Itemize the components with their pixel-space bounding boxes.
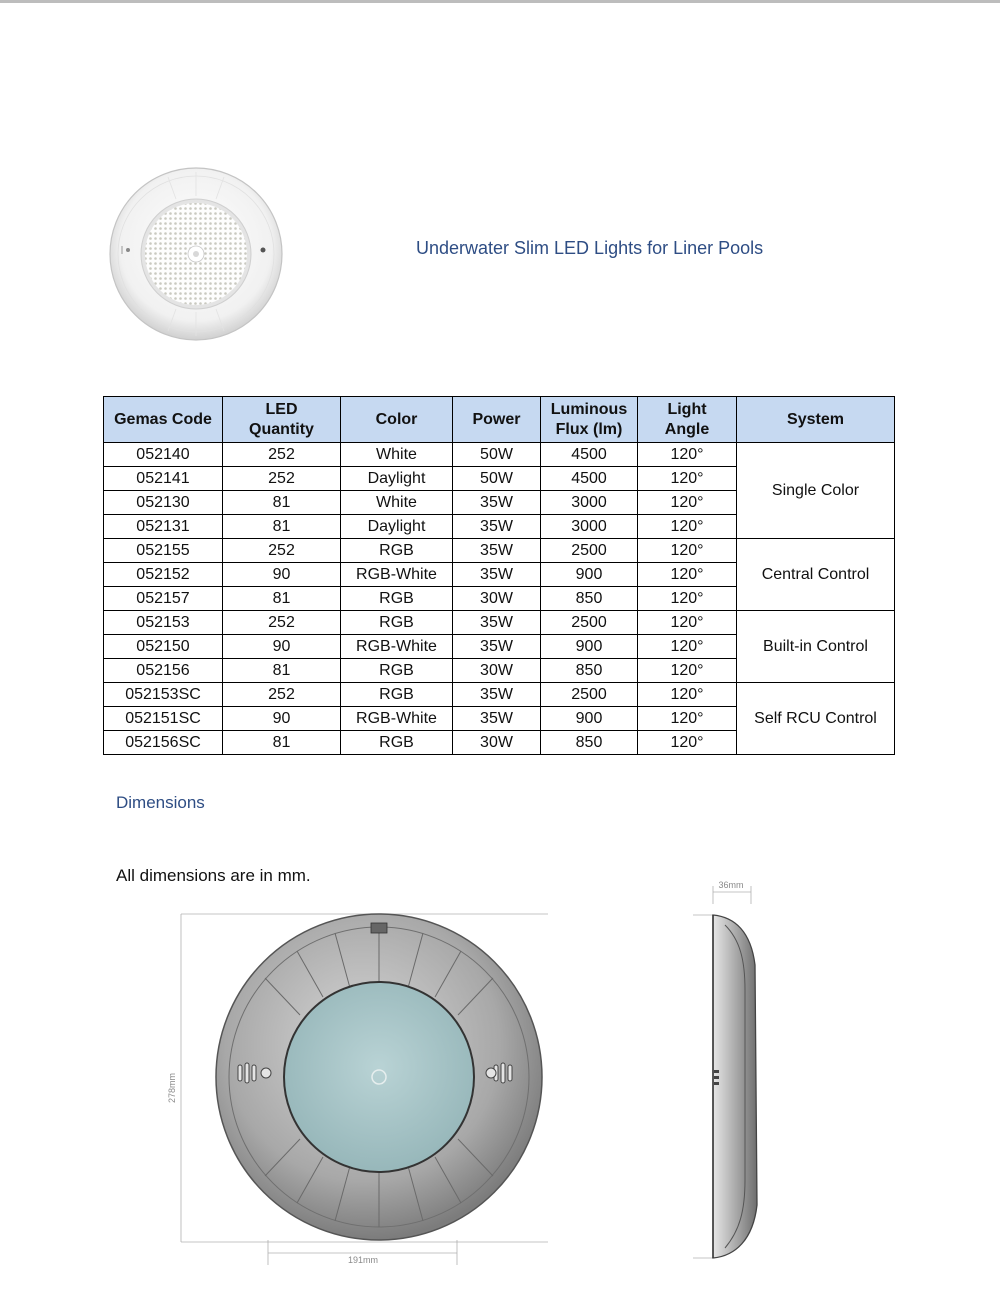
- cell-color: White: [341, 491, 453, 515]
- cell-color: White: [341, 443, 453, 467]
- cell-led: 81: [223, 587, 341, 611]
- cell-code: 052153: [104, 611, 223, 635]
- dimensions-note: All dimensions are in mm.: [116, 866, 311, 885]
- cell-angle: 120°: [638, 515, 737, 539]
- cell-angle: 120°: [638, 707, 737, 731]
- cell-code: 052140: [104, 443, 223, 467]
- table-row: [104, 539, 895, 563]
- cell-code: 052130: [104, 491, 223, 515]
- cell-power: 35W: [453, 635, 541, 659]
- cell-power: 35W: [453, 611, 541, 635]
- table-header-row: [104, 397, 895, 443]
- cell-color: RGB-White: [341, 563, 453, 587]
- cell-led: 90: [223, 635, 341, 659]
- cell-angle: 120°: [638, 467, 737, 491]
- side-view-drawing: [685, 870, 775, 1270]
- cell-led: 90: [223, 707, 341, 731]
- cell-angle: 120°: [638, 683, 737, 707]
- cell-power: 35W: [453, 683, 541, 707]
- cell-angle: 120°: [638, 611, 737, 635]
- cell-led: 81: [223, 515, 341, 539]
- cell-angle: 120°: [638, 659, 737, 683]
- cell-flux: 850: [541, 659, 638, 683]
- cell-power: 35W: [453, 515, 541, 539]
- cell-flux: 900: [541, 707, 638, 731]
- header-light-angle: Light Angle: [638, 397, 737, 443]
- system-cell-single-color: Single Color: [737, 443, 895, 539]
- cell-angle: 120°: [638, 635, 737, 659]
- header-color: Color: [341, 397, 453, 443]
- cell-color: RGB-White: [341, 635, 453, 659]
- cell-led: 90: [223, 563, 341, 587]
- cell-power: 35W: [453, 707, 541, 731]
- cell-code: 052151SC: [104, 707, 223, 731]
- cell-led: 81: [223, 659, 341, 683]
- cell-flux: 3000: [541, 491, 638, 515]
- header-led-quantity: LED Quantity: [223, 397, 341, 443]
- cell-flux: 850: [541, 731, 638, 755]
- cell-power: 30W: [453, 731, 541, 755]
- cell-power: 35W: [453, 539, 541, 563]
- cell-flux: 850: [541, 587, 638, 611]
- cell-power: 35W: [453, 491, 541, 515]
- header-gemas-code: Gemas Code: [104, 397, 223, 443]
- cell-angle: 120°: [638, 731, 737, 755]
- cell-color: Daylight: [341, 515, 453, 539]
- cell-code: 052155: [104, 539, 223, 563]
- cell-led: 81: [223, 491, 341, 515]
- cell-color: RGB: [341, 587, 453, 611]
- spec-table: [103, 396, 895, 755]
- table-row: [104, 611, 895, 635]
- cell-angle: 120°: [638, 443, 737, 467]
- table-row: [104, 683, 895, 707]
- cell-led: 252: [223, 683, 341, 707]
- header-power: Power: [453, 397, 541, 443]
- cell-led: 252: [223, 539, 341, 563]
- system-cell-central-control: Central Control: [737, 539, 895, 611]
- document-title: Underwater Slim LED Lights for Liner Pools: [416, 238, 764, 258]
- cell-flux: 2500: [541, 611, 638, 635]
- cell-flux: 2500: [541, 539, 638, 563]
- system-cell-built-in-control: Built-in Control: [737, 611, 895, 683]
- cell-led: 81: [223, 731, 341, 755]
- cell-flux: 2500: [541, 683, 638, 707]
- cell-led: 252: [223, 467, 341, 491]
- cell-angle: 120°: [638, 491, 737, 515]
- cell-color: RGB: [341, 683, 453, 707]
- cell-color: RGB: [341, 539, 453, 563]
- cell-led: 252: [223, 611, 341, 635]
- header-luminous-flux: Luminous Flux (lm): [541, 397, 638, 443]
- cell-code: 052157: [104, 587, 223, 611]
- cell-code: 052141: [104, 467, 223, 491]
- cell-color: RGB: [341, 611, 453, 635]
- cell-power: 30W: [453, 659, 541, 683]
- cell-color: RGB-White: [341, 707, 453, 731]
- table-row: [104, 443, 895, 467]
- product-photo: [108, 166, 284, 342]
- cell-code: 052150: [104, 635, 223, 659]
- cell-power: 30W: [453, 587, 541, 611]
- width-dimension-label: 191mm: [347, 1255, 379, 1265]
- depth-dimension-label: 36mm: [718, 880, 744, 890]
- cell-code: 052152: [104, 563, 223, 587]
- system-cell-self-rcu-control: Self RCU Control: [737, 683, 895, 755]
- cell-power: 35W: [453, 563, 541, 587]
- cell-angle: 120°: [638, 563, 737, 587]
- cell-flux: 4500: [541, 467, 638, 491]
- cell-angle: 120°: [638, 539, 737, 563]
- cell-color: Daylight: [341, 467, 453, 491]
- cell-flux: 900: [541, 563, 638, 587]
- height-dimension-label: 278mm: [167, 1072, 177, 1104]
- page-top-border: [0, 0, 1000, 3]
- header-system: System: [737, 397, 895, 443]
- cell-code: 052131: [104, 515, 223, 539]
- cell-flux: 3000: [541, 515, 638, 539]
- cell-flux: 4500: [541, 443, 638, 467]
- cell-led: 252: [223, 443, 341, 467]
- cell-power: 50W: [453, 443, 541, 467]
- cell-flux: 900: [541, 635, 638, 659]
- cell-color: RGB: [341, 659, 453, 683]
- cell-color: RGB: [341, 731, 453, 755]
- dimensions-heading: Dimensions: [116, 793, 205, 812]
- cell-angle: 120°: [638, 587, 737, 611]
- front-view-drawing: [165, 905, 560, 1270]
- cell-power: 50W: [453, 467, 541, 491]
- cell-code: 052156SC: [104, 731, 223, 755]
- cell-code: 052153SC: [104, 683, 223, 707]
- cell-code: 052156: [104, 659, 223, 683]
